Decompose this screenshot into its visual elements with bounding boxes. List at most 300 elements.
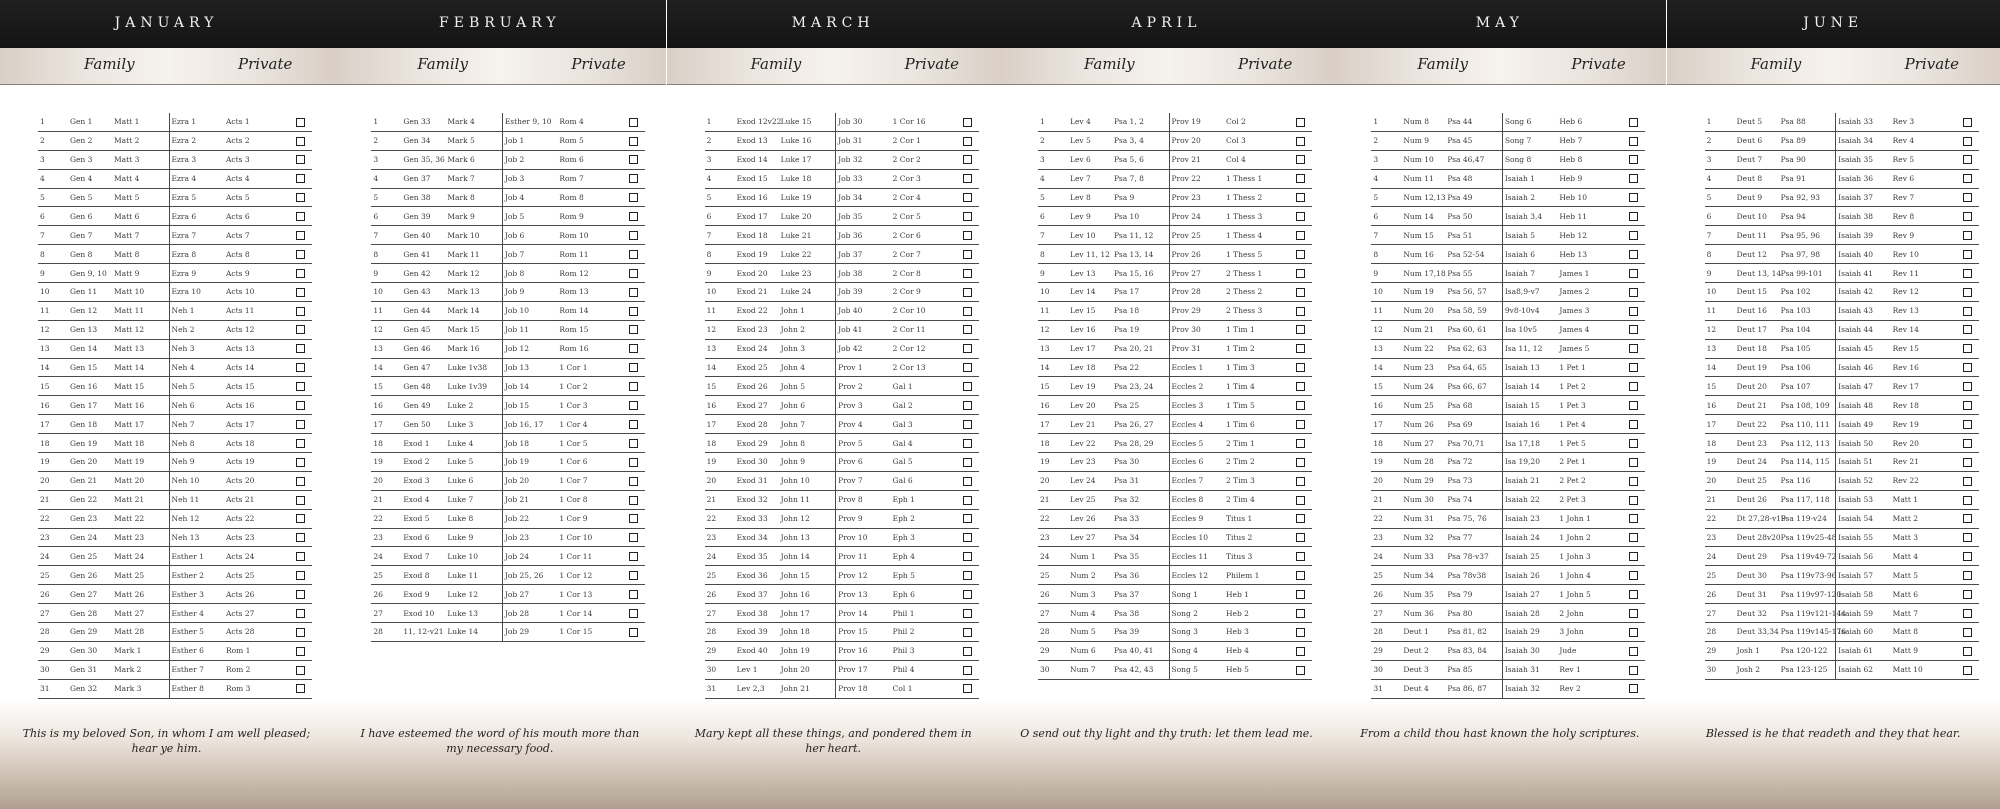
day-checkbox[interactable]	[1629, 590, 1638, 599]
private-reading-1: Isaiah 43	[1836, 301, 1891, 320]
day-number: 27	[1371, 604, 1401, 623]
day-checkbox[interactable]	[963, 552, 972, 561]
private-reading-2: James 2	[1557, 283, 1627, 302]
day-checkbox[interactable]	[296, 628, 305, 637]
day-checkbox[interactable]	[1296, 590, 1305, 599]
day-checkbox[interactable]	[296, 533, 305, 542]
family-reading-2: Matt 24	[112, 547, 169, 566]
day-checkbox[interactable]	[1963, 118, 1972, 127]
checkbox-cell	[1627, 188, 1645, 207]
day-checkbox[interactable]	[1963, 344, 1972, 353]
day-checkbox[interactable]	[1296, 382, 1305, 391]
day-checkbox[interactable]	[1963, 325, 1972, 334]
checkbox-cell	[961, 226, 979, 245]
day-checkbox[interactable]	[296, 344, 305, 353]
family-reading-2: Matt 6	[112, 207, 169, 226]
checkbox-cell	[294, 245, 312, 264]
family-reading-1: Exod 39	[735, 623, 779, 642]
day-checkbox[interactable]	[1963, 666, 1972, 675]
day-number: 26	[38, 585, 68, 604]
day-checkbox[interactable]	[296, 174, 305, 183]
day-checkbox[interactable]	[1629, 439, 1638, 448]
table-row	[371, 169, 645, 188]
family-reading-1: Lev 2,3	[735, 679, 779, 698]
day-checkbox[interactable]	[296, 118, 305, 127]
day-checkbox[interactable]	[629, 174, 638, 183]
day-checkbox[interactable]	[1296, 325, 1305, 334]
day-checkbox[interactable]	[1629, 137, 1638, 146]
day-checkbox[interactable]	[1629, 269, 1638, 278]
day-checkbox[interactable]	[1963, 382, 1972, 391]
private-reading-1: Song 8	[1502, 150, 1557, 169]
day-checkbox[interactable]	[1296, 477, 1305, 486]
day-checkbox[interactable]	[296, 231, 305, 240]
checkbox-cell	[961, 188, 979, 207]
day-checkbox[interactable]	[1296, 250, 1305, 259]
day-checkbox[interactable]	[1629, 231, 1638, 240]
day-number: 9	[1371, 264, 1401, 283]
family-reading-1: Lev 9	[1068, 207, 1112, 226]
day-checkbox[interactable]	[629, 118, 638, 127]
family-reading-1: Lev 27	[1068, 528, 1112, 547]
day-checkbox[interactable]	[1296, 137, 1305, 146]
day-number: 4	[371, 169, 401, 188]
private-reading-2: Rev 19	[1891, 415, 1961, 434]
private-reading-2: 2 Cor 9	[891, 283, 961, 302]
private-reading-1: Prov 8	[836, 490, 891, 509]
day-checkbox[interactable]	[1963, 401, 1972, 410]
day-checkbox[interactable]	[1629, 118, 1638, 127]
family-reading-2: Luke 7	[445, 490, 502, 509]
checkbox-cell	[627, 509, 645, 528]
family-reading-1: Num 35	[1401, 585, 1445, 604]
day-checkbox[interactable]	[1296, 666, 1305, 675]
day-checkbox[interactable]	[963, 514, 972, 523]
table-row	[705, 471, 979, 490]
day-checkbox[interactable]	[296, 307, 305, 316]
private-reading-2: 1 Thess 1	[1224, 169, 1294, 188]
day-checkbox[interactable]	[1963, 137, 1972, 146]
day-checkbox[interactable]	[963, 571, 972, 580]
private-reading-1: Song 5	[1169, 660, 1224, 679]
table-row	[705, 245, 979, 264]
family-reading-1: Num 26	[1401, 415, 1445, 434]
table-row	[371, 320, 645, 339]
private-reading-1: Prov 29	[1169, 301, 1224, 320]
day-checkbox[interactable]	[1296, 231, 1305, 240]
day-checkbox[interactable]	[1296, 552, 1305, 561]
day-checkbox[interactable]	[1629, 401, 1638, 410]
day-checkbox[interactable]	[1963, 307, 1972, 316]
day-checkbox[interactable]	[1629, 552, 1638, 561]
day-checkbox[interactable]	[1629, 684, 1638, 693]
day-checkbox[interactable]	[963, 439, 972, 448]
day-checkbox[interactable]	[296, 363, 305, 372]
private-reading-2: Eph 1	[891, 490, 961, 509]
day-checkbox[interactable]	[1296, 420, 1305, 429]
day-checkbox[interactable]	[963, 401, 972, 410]
day-checkbox[interactable]	[963, 250, 972, 259]
day-checkbox[interactable]	[963, 155, 972, 164]
day-checkbox[interactable]	[1296, 288, 1305, 297]
day-checkbox[interactable]	[1629, 155, 1638, 164]
day-number: 14	[705, 358, 735, 377]
day-checkbox[interactable]	[1963, 477, 1972, 486]
family-reading-2: Luke 11	[445, 566, 502, 585]
checkbox-cell	[1627, 113, 1645, 131]
day-checkbox[interactable]	[296, 269, 305, 278]
day-number: 16	[371, 396, 401, 415]
table-row	[1038, 245, 1312, 264]
day-number: 18	[1371, 434, 1401, 453]
day-checkbox[interactable]	[296, 666, 305, 675]
private-reading-1: Ezra 8	[169, 245, 224, 264]
family-reading-1: Exod 28	[735, 415, 779, 434]
day-checkbox[interactable]	[629, 137, 638, 146]
family-reading-2: Psa 94	[1779, 207, 1836, 226]
day-checkbox[interactable]	[963, 288, 972, 297]
day-number: 11	[1705, 301, 1735, 320]
family-reading-2: Psa 97, 98	[1779, 245, 1836, 264]
day-checkbox[interactable]	[296, 193, 305, 202]
day-checkbox[interactable]	[296, 288, 305, 297]
day-checkbox[interactable]	[1963, 552, 1972, 561]
private-reading-1: Job 22	[502, 509, 557, 528]
day-checkbox[interactable]	[1963, 231, 1972, 240]
private-reading-2: Matt 5	[1891, 566, 1961, 585]
day-checkbox[interactable]	[296, 137, 305, 146]
day-checkbox[interactable]	[629, 609, 638, 618]
day-checkbox[interactable]	[629, 288, 638, 297]
day-number: 10	[38, 283, 68, 302]
day-number: 14	[371, 358, 401, 377]
family-reading-1: Deut 5	[1735, 113, 1779, 131]
day-checkbox[interactable]	[963, 212, 972, 221]
day-checkbox[interactable]	[1296, 174, 1305, 183]
private-reading-2: 1 Cor 13	[557, 585, 627, 604]
family-reading-2: Matt 27	[112, 604, 169, 623]
checkbox-cell	[627, 188, 645, 207]
private-reading-2: Rev 18	[1891, 396, 1961, 415]
day-checkbox[interactable]	[963, 609, 972, 618]
private-reading-1: Job 32	[836, 150, 891, 169]
day-checkbox[interactable]	[1963, 439, 1972, 448]
day-checkbox[interactable]	[296, 250, 305, 259]
day-checkbox[interactable]	[963, 307, 972, 316]
family-reading-2: Mark 8	[445, 188, 502, 207]
day-checkbox[interactable]	[1296, 571, 1305, 580]
table-row	[705, 150, 979, 169]
day-checkbox[interactable]	[963, 477, 972, 486]
day-checkbox[interactable]	[963, 118, 972, 127]
day-checkbox[interactable]	[296, 420, 305, 429]
day-checkbox[interactable]	[1963, 420, 1972, 429]
family-reading-2: Psa 32	[1112, 490, 1169, 509]
day-checkbox[interactable]	[296, 590, 305, 599]
day-checkbox[interactable]	[629, 344, 638, 353]
day-checkbox[interactable]	[629, 193, 638, 202]
day-checkbox[interactable]	[629, 231, 638, 240]
private-reading-1: Isaiah 36	[1836, 169, 1891, 188]
day-checkbox[interactable]	[963, 496, 972, 505]
day-checkbox[interactable]	[629, 628, 638, 637]
checkbox-cell	[1294, 453, 1312, 472]
family-reading-2: John 18	[779, 623, 836, 642]
day-checkbox[interactable]	[963, 344, 972, 353]
day-checkbox[interactable]	[296, 212, 305, 221]
table-row	[1705, 207, 1979, 226]
day-checkbox[interactable]	[1296, 514, 1305, 523]
day-checkbox[interactable]	[963, 174, 972, 183]
day-checkbox[interactable]	[629, 514, 638, 523]
table-row	[705, 679, 979, 698]
private-reading-2: Heb 8	[1557, 150, 1627, 169]
day-checkbox[interactable]	[963, 458, 972, 467]
day-checkbox[interactable]	[1296, 193, 1305, 202]
day-checkbox[interactable]	[1963, 363, 1972, 372]
day-checkbox[interactable]	[1963, 250, 1972, 259]
day-checkbox[interactable]	[1296, 458, 1305, 467]
day-checkbox[interactable]	[1963, 514, 1972, 523]
day-checkbox[interactable]	[1296, 212, 1305, 221]
day-checkbox[interactable]	[1629, 250, 1638, 259]
family-reading-1: Num 19	[1401, 283, 1445, 302]
family-reading-1: Num 25	[1401, 396, 1445, 415]
day-checkbox[interactable]	[629, 363, 638, 372]
day-checkbox[interactable]	[963, 137, 972, 146]
day-checkbox[interactable]	[296, 439, 305, 448]
day-checkbox[interactable]	[296, 458, 305, 467]
day-checkbox[interactable]	[1296, 533, 1305, 542]
day-checkbox[interactable]	[963, 420, 972, 429]
day-checkbox[interactable]	[963, 628, 972, 637]
day-checkbox[interactable]	[629, 477, 638, 486]
private-reading-2: 2 Pet 3	[1557, 490, 1627, 509]
checkbox-cell	[1294, 509, 1312, 528]
table-row	[371, 150, 645, 169]
private-reading-2: Acts 13	[224, 339, 294, 358]
day-number: 27	[38, 604, 68, 623]
day-checkbox[interactable]	[629, 420, 638, 429]
checkbox-cell	[294, 604, 312, 623]
private-reading-2: Acts 27	[224, 604, 294, 623]
day-checkbox[interactable]	[296, 609, 305, 618]
day-checkbox[interactable]	[296, 571, 305, 580]
day-checkbox[interactable]	[1629, 666, 1638, 675]
month-panel-february	[333, 0, 666, 809]
day-checkbox[interactable]	[629, 401, 638, 410]
day-checkbox[interactable]	[1296, 647, 1305, 656]
day-checkbox[interactable]	[1296, 363, 1305, 372]
day-checkbox[interactable]	[629, 382, 638, 391]
day-checkbox[interactable]	[629, 250, 638, 259]
day-checkbox[interactable]	[1296, 401, 1305, 410]
day-checkbox[interactable]	[1963, 628, 1972, 637]
checkbox-cell	[294, 339, 312, 358]
day-checkbox[interactable]	[629, 458, 638, 467]
day-checkbox[interactable]	[963, 590, 972, 599]
day-checkbox[interactable]	[1629, 477, 1638, 486]
private-reading-1: Isaiah 35	[1836, 150, 1891, 169]
private-reading-1: Eccles 2	[1169, 377, 1224, 396]
day-checkbox[interactable]	[1629, 307, 1638, 316]
checkbox-cell	[961, 131, 979, 150]
day-checkbox[interactable]	[1629, 628, 1638, 637]
day-checkbox[interactable]	[963, 231, 972, 240]
day-checkbox[interactable]	[629, 269, 638, 278]
day-checkbox[interactable]	[629, 155, 638, 164]
day-checkbox[interactable]	[1629, 363, 1638, 372]
family-reading-1: Gen 34	[401, 131, 445, 150]
checkbox-cell	[1294, 415, 1312, 434]
checkbox-cell	[627, 623, 645, 642]
day-checkbox[interactable]	[1963, 212, 1972, 221]
family-reading-1: Lev 5	[1068, 131, 1112, 150]
day-checkbox[interactable]	[1963, 288, 1972, 297]
day-checkbox[interactable]	[963, 269, 972, 278]
day-checkbox[interactable]	[1296, 628, 1305, 637]
private-reading-2: 1 Cor 9	[557, 509, 627, 528]
private-heading: Private	[571, 55, 626, 73]
checkbox-cell	[1627, 660, 1645, 679]
day-number: 2	[371, 131, 401, 150]
day-checkbox[interactable]	[296, 552, 305, 561]
day-checkbox[interactable]	[296, 382, 305, 391]
day-checkbox[interactable]	[296, 684, 305, 693]
checkbox-cell	[627, 226, 645, 245]
checkbox-cell	[961, 245, 979, 264]
day-checkbox[interactable]	[1296, 307, 1305, 316]
day-checkbox[interactable]	[1629, 344, 1638, 353]
day-checkbox[interactable]	[1963, 174, 1972, 183]
day-checkbox[interactable]	[629, 325, 638, 334]
checkbox-cell	[1627, 490, 1645, 509]
table-row	[38, 641, 312, 660]
day-checkbox[interactable]	[1629, 533, 1638, 542]
family-reading-1: Num 8	[1401, 113, 1445, 131]
day-checkbox[interactable]	[1963, 590, 1972, 599]
day-checkbox[interactable]	[1629, 514, 1638, 523]
private-reading-1: Job 19	[502, 453, 557, 472]
day-checkbox[interactable]	[1629, 288, 1638, 297]
family-reading-1: Exod 25	[735, 358, 779, 377]
private-reading-1: Prov 13	[836, 585, 891, 604]
checkbox-cell	[961, 283, 979, 302]
table-row	[371, 434, 645, 453]
table-row	[1371, 641, 1645, 660]
table-row	[1705, 150, 1979, 169]
day-checkbox[interactable]	[1963, 647, 1972, 656]
day-checkbox[interactable]	[1963, 571, 1972, 580]
family-reading-2: Psa 92, 93	[1779, 188, 1836, 207]
day-checkbox[interactable]	[1296, 439, 1305, 448]
table-row	[1371, 660, 1645, 679]
day-checkbox[interactable]	[1963, 496, 1972, 505]
checkbox-cell	[627, 131, 645, 150]
day-checkbox[interactable]	[629, 552, 638, 561]
table-row	[38, 679, 312, 698]
day-checkbox[interactable]	[963, 666, 972, 675]
day-checkbox[interactable]	[1963, 458, 1972, 467]
day-checkbox[interactable]	[296, 496, 305, 505]
day-checkbox[interactable]	[1629, 382, 1638, 391]
table-row	[705, 528, 979, 547]
day-checkbox[interactable]	[963, 382, 972, 391]
day-checkbox[interactable]	[1629, 193, 1638, 202]
day-number: 21	[705, 490, 735, 509]
family-reading-2: Psa 81, 82	[1445, 623, 1502, 642]
family-reading-2: Matt 21	[112, 490, 169, 509]
month-verse: Mary kept all these things, and pondered them in her heart.	[694, 727, 972, 755]
table-row	[1705, 283, 1979, 302]
checkbox-cell	[1294, 547, 1312, 566]
day-checkbox[interactable]	[963, 647, 972, 656]
day-checkbox[interactable]	[963, 193, 972, 202]
day-checkbox[interactable]	[296, 647, 305, 656]
checkbox-cell	[961, 320, 979, 339]
day-checkbox[interactable]	[1296, 118, 1305, 127]
day-checkbox[interactable]	[296, 401, 305, 410]
day-checkbox[interactable]	[1629, 647, 1638, 656]
private-reading-1: Eccles 11	[1169, 547, 1224, 566]
day-checkbox[interactable]	[296, 155, 305, 164]
day-checkbox[interactable]	[629, 212, 638, 221]
day-checkbox[interactable]	[963, 325, 972, 334]
private-reading-1: Esther 2	[169, 566, 224, 585]
day-checkbox[interactable]	[1629, 496, 1638, 505]
day-checkbox[interactable]	[1296, 155, 1305, 164]
day-checkbox[interactable]	[963, 684, 972, 693]
day-checkbox[interactable]	[1629, 325, 1638, 334]
day-checkbox[interactable]	[1629, 420, 1638, 429]
day-checkbox[interactable]	[296, 325, 305, 334]
private-reading-1: Job 13	[502, 358, 557, 377]
family-reading-2: Matt 28	[112, 623, 169, 642]
day-checkbox[interactable]	[629, 590, 638, 599]
day-checkbox[interactable]	[1963, 533, 1972, 542]
day-checkbox[interactable]	[629, 307, 638, 316]
day-checkbox[interactable]	[963, 533, 972, 542]
day-checkbox[interactable]	[1296, 269, 1305, 278]
day-checkbox[interactable]	[1296, 496, 1305, 505]
day-checkbox[interactable]	[1629, 571, 1638, 580]
family-reading-1: Num 28	[1401, 453, 1445, 472]
day-checkbox[interactable]	[1629, 174, 1638, 183]
day-checkbox[interactable]	[1629, 212, 1638, 221]
day-checkbox[interactable]	[629, 533, 638, 542]
day-checkbox[interactable]	[629, 439, 638, 448]
day-checkbox[interactable]	[1296, 609, 1305, 618]
day-checkbox[interactable]	[629, 496, 638, 505]
day-checkbox[interactable]	[296, 477, 305, 486]
day-checkbox[interactable]	[1629, 609, 1638, 618]
day-checkbox[interactable]	[296, 514, 305, 523]
day-checkbox[interactable]	[963, 363, 972, 372]
day-checkbox[interactable]	[629, 571, 638, 580]
table-row	[1371, 623, 1645, 642]
day-checkbox[interactable]	[1963, 155, 1972, 164]
day-number: 8	[371, 245, 401, 264]
day-checkbox[interactable]	[1629, 458, 1638, 467]
day-checkbox[interactable]	[1963, 193, 1972, 202]
private-reading-1: Prov 1	[836, 358, 891, 377]
private-reading-2: Heb 11	[1557, 207, 1627, 226]
day-checkbox[interactable]	[1963, 609, 1972, 618]
day-number: 28	[38, 623, 68, 642]
day-checkbox[interactable]	[1963, 269, 1972, 278]
family-reading-2: Psa 77	[1445, 528, 1502, 547]
day-checkbox[interactable]	[1296, 344, 1305, 353]
